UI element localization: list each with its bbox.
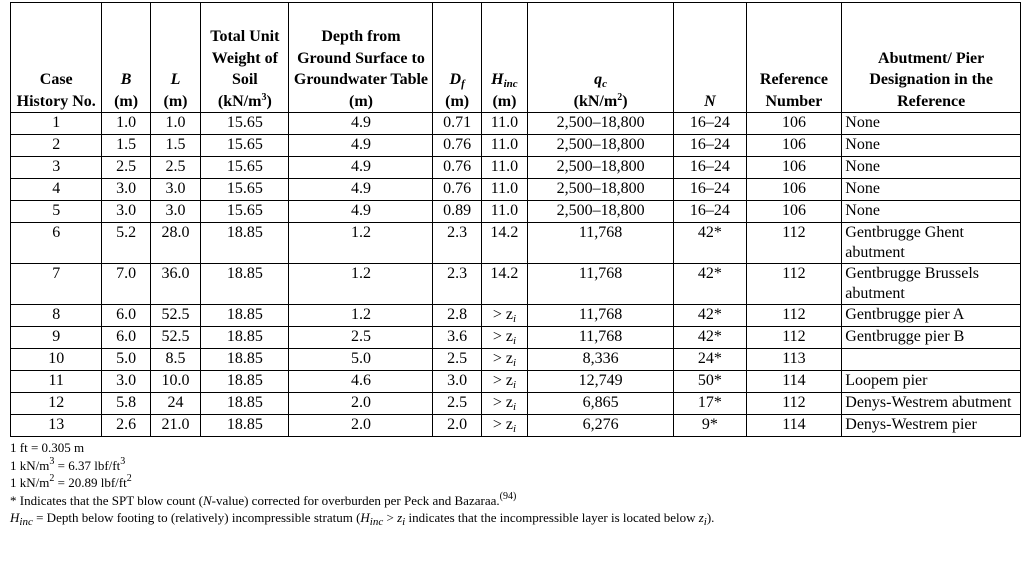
header-df: $D_f$ (m): [433, 3, 481, 113]
cell-l: 52.5: [150, 305, 200, 327]
cell-n: 16–24: [674, 179, 747, 201]
note-kn-m2: 1 $kN/m^2 = 20.89$ lbf/$ft^2$: [10, 473, 132, 490]
cell-hinc: > $z_i$: [481, 349, 527, 371]
header-n: N: [674, 3, 747, 113]
cell-case: 5: [11, 201, 102, 223]
cell-gw-depth: 4.9: [289, 113, 433, 135]
cell-designation: Gentbrugge Brussels abutment: [842, 264, 1021, 305]
cell-b: 5.0: [102, 349, 150, 371]
cell-reference: 106: [746, 157, 842, 179]
cell-case: 12: [11, 393, 102, 415]
cell-b: 7.0: [102, 264, 150, 305]
cell-df: 0.89: [433, 201, 481, 223]
table-row: [11, 371, 1021, 393]
cell-qc: 8,336: [528, 349, 674, 371]
cell-unit-weight: 15.65: [201, 157, 289, 179]
table-row: [11, 264, 1021, 305]
cell-gw-depth: 4.6: [289, 371, 433, 393]
cell-n: 42*: [674, 305, 747, 327]
cell-df: 2.5: [433, 393, 481, 415]
cell-unit-weight: 18.85: [201, 327, 289, 349]
cell-hinc: 11.0: [481, 179, 527, 201]
cell-b: 3.0: [102, 371, 150, 393]
cell-l: 28.0: [150, 223, 200, 264]
cell-hinc: 11.0: [481, 113, 527, 135]
cell-case: 1: [11, 113, 102, 135]
cell-reference: 112: [746, 327, 842, 349]
cell-df: 0.76: [433, 157, 481, 179]
cell-case: 13: [11, 415, 102, 437]
cell-gw-depth: 4.9: [289, 201, 433, 223]
cell-reference: 112: [746, 264, 842, 305]
cell-hinc: > $z_i$: [481, 393, 527, 415]
cell-designation: None: [842, 135, 1021, 157]
cell-hinc: > $z_i$: [481, 415, 527, 437]
cell-n: 42*: [674, 264, 747, 305]
header-qc: $q_c$ $(kN/m^2)$: [528, 3, 674, 113]
cell-b: 5.8: [102, 393, 150, 415]
cell-reference: 106: [746, 201, 842, 223]
cell-designation: Denys-Westrem abutment: [842, 393, 1021, 415]
table-row: [11, 157, 1021, 179]
cell-reference: 112: [746, 393, 842, 415]
cell-qc: 2,500–18,800: [528, 179, 674, 201]
cell-designation: None: [842, 201, 1021, 223]
cell-case: 4: [11, 179, 102, 201]
cell-case: 11: [11, 371, 102, 393]
cell-hinc: 14.2: [481, 223, 527, 264]
cell-unit-weight: 18.85: [201, 305, 289, 327]
cell-hinc: > $z_i$: [481, 305, 527, 327]
table-container: [10, 2, 1022, 527]
table-row: [11, 305, 1021, 327]
cell-qc: 12,749: [528, 371, 674, 393]
cell-designation: [842, 349, 1021, 371]
cell-case: 2: [11, 135, 102, 157]
cell-gw-depth: 5.0: [289, 349, 433, 371]
cell-b: 6.0: [102, 305, 150, 327]
note-spt: * Indicates that the SPT blow count (N-value) corrected for overburden per Peck and Bazaraa.$^{(94)}$: [10, 490, 517, 508]
cell-b: 5.2: [102, 223, 150, 264]
cell-unit-weight: 15.65: [201, 201, 289, 223]
cell-gw-depth: 2.0: [289, 393, 433, 415]
header-designation: Abutment/ Pier Designation in the Reference: [842, 3, 1021, 113]
cell-case: 8: [11, 305, 102, 327]
table-body: [11, 113, 1021, 437]
cell-qc: 11,768: [528, 327, 674, 349]
cell-hinc: > $z_i$: [481, 327, 527, 349]
cell-df: 2.3: [433, 223, 481, 264]
cell-l: 1.5: [150, 135, 200, 157]
cell-gw-depth: 4.9: [289, 135, 433, 157]
case-history-table: [10, 2, 1021, 437]
table-row: [11, 179, 1021, 201]
table-row: [11, 113, 1021, 135]
cell-unit-weight: 15.65: [201, 113, 289, 135]
header-hinc: $H_{inc}$ (m): [481, 3, 527, 113]
cell-df: 3.6: [433, 327, 481, 349]
table-row: [11, 201, 1021, 223]
table-row: [11, 415, 1021, 437]
cell-n: 42*: [674, 327, 747, 349]
cell-df: 2.5: [433, 349, 481, 371]
table-row: [11, 393, 1021, 415]
table-notes: [10, 439, 1022, 527]
cell-df: 2.0: [433, 415, 481, 437]
cell-case: 9: [11, 327, 102, 349]
cell-n: 16–24: [674, 157, 747, 179]
cell-n: 9*: [674, 415, 747, 437]
cell-qc: 2,500–18,800: [528, 201, 674, 223]
cell-gw-depth: 4.9: [289, 157, 433, 179]
cell-unit-weight: 15.65: [201, 179, 289, 201]
cell-n: 16–24: [674, 135, 747, 157]
cell-df: 2.8: [433, 305, 481, 327]
cell-b: 1.5: [102, 135, 150, 157]
cell-n: 16–24: [674, 113, 747, 135]
cell-gw-depth: 1.2: [289, 305, 433, 327]
cell-l: 3.0: [150, 201, 200, 223]
cell-designation: Loopem pier: [842, 371, 1021, 393]
note-ft: 1 ft = 0.305 m: [10, 440, 85, 455]
cell-unit-weight: 18.85: [201, 264, 289, 305]
cell-df: 0.76: [433, 179, 481, 201]
cell-l: 2.5: [150, 157, 200, 179]
cell-reference: 106: [746, 135, 842, 157]
cell-gw-depth: 1.2: [289, 223, 433, 264]
cell-reference: 106: [746, 113, 842, 135]
cell-gw-depth: 2.0: [289, 415, 433, 437]
header-case: Case History No.: [11, 3, 102, 113]
cell-qc: 11,768: [528, 305, 674, 327]
cell-b: 2.5: [102, 157, 150, 179]
cell-designation: Gentbrugge Ghent abutment: [842, 223, 1021, 264]
cell-designation: Gentbrugge pier B: [842, 327, 1021, 349]
cell-qc: 6,276: [528, 415, 674, 437]
cell-reference: 112: [746, 223, 842, 264]
cell-reference: 114: [746, 415, 842, 437]
cell-n: 42*: [674, 223, 747, 264]
cell-gw-depth: 2.5: [289, 327, 433, 349]
cell-b: 2.6: [102, 415, 150, 437]
cell-l: 10.0: [150, 371, 200, 393]
cell-b: 1.0: [102, 113, 150, 135]
header-unit-weight: Total Unit Weight of Soil $(kN/m^3)$: [201, 3, 289, 113]
header-reference: Reference Number: [746, 3, 842, 113]
cell-qc: 11,768: [528, 223, 674, 264]
cell-qc: 2,500–18,800: [528, 113, 674, 135]
cell-df: 0.71: [433, 113, 481, 135]
cell-qc: 2,500–18,800: [528, 157, 674, 179]
cell-l: 8.5: [150, 349, 200, 371]
cell-designation: None: [842, 113, 1021, 135]
cell-df: 0.76: [433, 135, 481, 157]
cell-n: 50*: [674, 371, 747, 393]
header-l: L (m): [150, 3, 200, 113]
cell-hinc: 11.0: [481, 135, 527, 157]
cell-designation: None: [842, 157, 1021, 179]
cell-l: 21.0: [150, 415, 200, 437]
cell-designation: Gentbrugge pier A: [842, 305, 1021, 327]
cell-hinc: 14.2: [481, 264, 527, 305]
cell-n: 24*: [674, 349, 747, 371]
cell-df: 3.0: [433, 371, 481, 393]
header-row: [11, 3, 1021, 113]
cell-unit-weight: 18.85: [201, 371, 289, 393]
table-row: [11, 135, 1021, 157]
cell-case: 6: [11, 223, 102, 264]
cell-designation: None: [842, 179, 1021, 201]
cell-l: 1.0: [150, 113, 200, 135]
cell-qc: 2,500–18,800: [528, 135, 674, 157]
cell-b: 6.0: [102, 327, 150, 349]
note-kn-m3: 1 $kN/m^3 = 6.37$ lbf/$ft^3$: [10, 455, 126, 473]
cell-l: 3.0: [150, 179, 200, 201]
cell-unit-weight: 18.85: [201, 223, 289, 264]
cell-l: 24: [150, 393, 200, 415]
header-groundwater-depth: Depth from Ground Surface to Groundwater Table (m): [289, 3, 433, 113]
cell-case: 7: [11, 264, 102, 305]
cell-case: 3: [11, 157, 102, 179]
cell-hinc: 11.0: [481, 157, 527, 179]
cell-reference: 106: [746, 179, 842, 201]
cell-qc: 11,768: [528, 264, 674, 305]
cell-reference: 114: [746, 371, 842, 393]
table-row: [11, 223, 1021, 264]
table-row: [11, 327, 1021, 349]
cell-unit-weight: 15.65: [201, 135, 289, 157]
cell-hinc: 11.0: [481, 201, 527, 223]
cell-l: 52.5: [150, 327, 200, 349]
cell-reference: 112: [746, 305, 842, 327]
cell-designation: Denys-Westrem pier: [842, 415, 1021, 437]
note-hinc: $H_{inc}$ = Depth below footing to (relatively) incompressible stratum ($H_{inc} > z_i$ indicates that the incompressible layer is located below $z_i$).: [10, 510, 715, 528]
cell-l: 36.0: [150, 264, 200, 305]
cell-case: 10: [11, 349, 102, 371]
cell-b: 3.0: [102, 201, 150, 223]
cell-reference: 113: [746, 349, 842, 371]
cell-qc: 6,865: [528, 393, 674, 415]
cell-hinc: > $z_i$: [481, 371, 527, 393]
cell-b: 3.0: [102, 179, 150, 201]
cell-unit-weight: 18.85: [201, 415, 289, 437]
cell-n: 17*: [674, 393, 747, 415]
cell-unit-weight: 18.85: [201, 349, 289, 371]
cell-unit-weight: 18.85: [201, 393, 289, 415]
table-row: [11, 349, 1021, 371]
header-b: B (m): [102, 3, 150, 113]
cell-gw-depth: 1.2: [289, 264, 433, 305]
cell-n: 16–24: [674, 201, 747, 223]
cell-gw-depth: 4.9: [289, 179, 433, 201]
cell-df: 2.3: [433, 264, 481, 305]
